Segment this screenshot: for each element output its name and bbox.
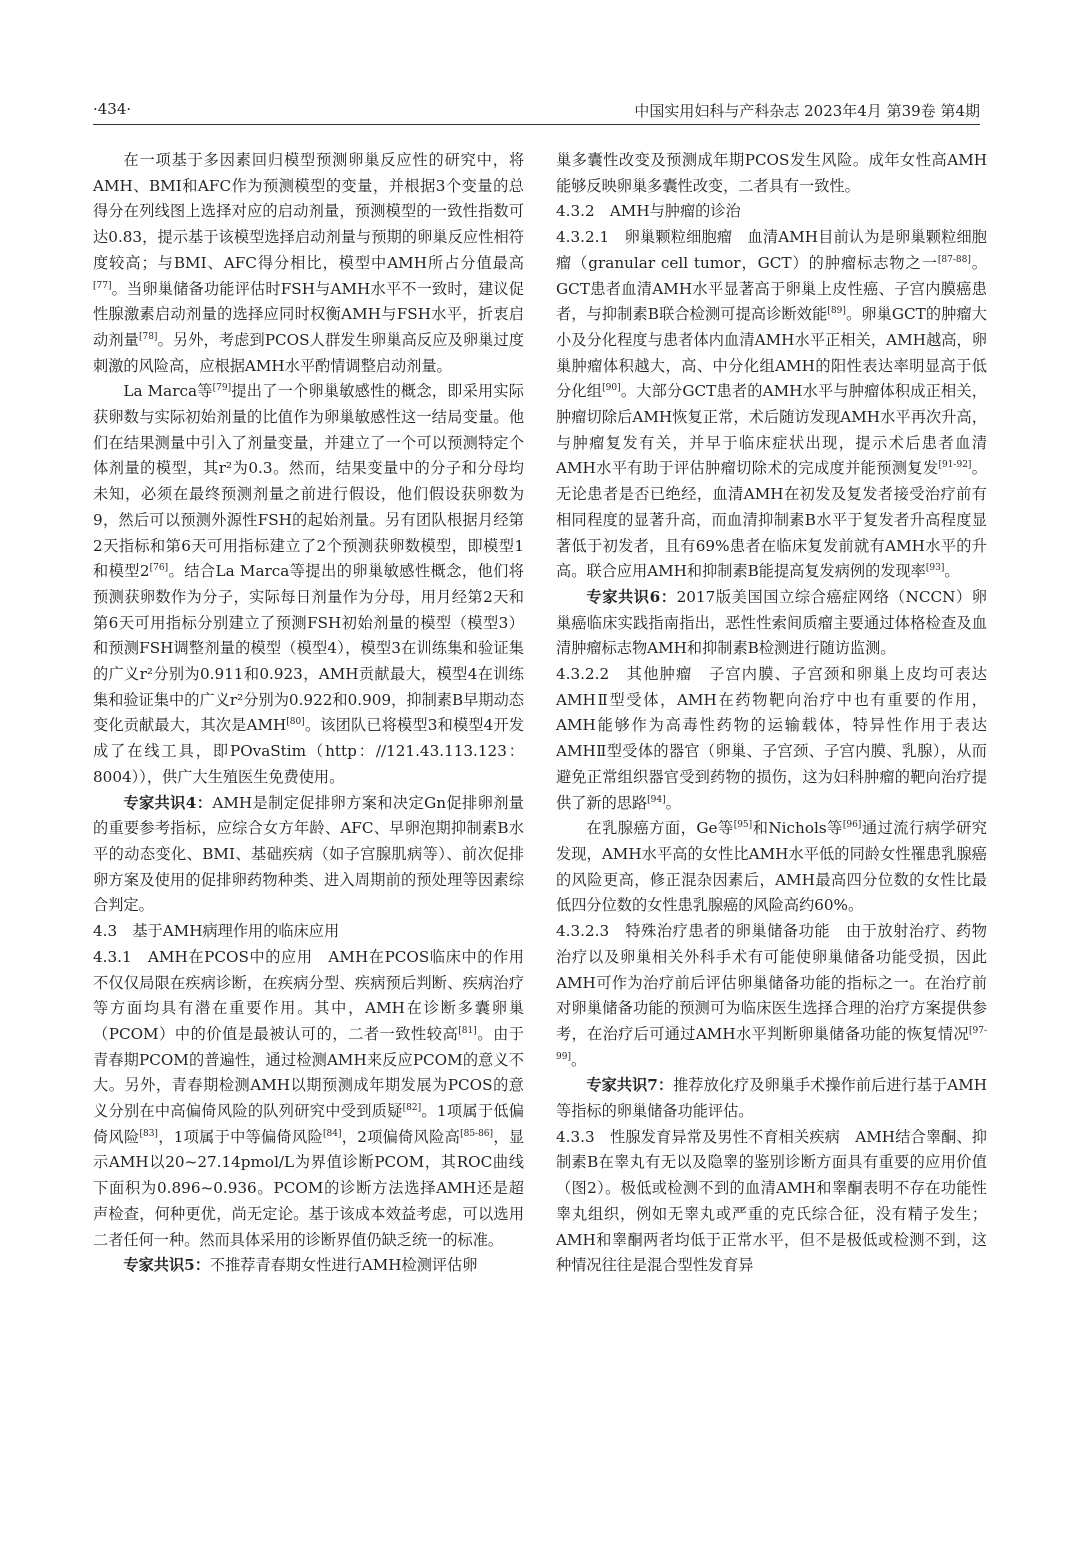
section-paragraph: 4.3.3 性腺发育异常及男性不育相关疾病 AMH结合睾酮、抑制素B在睾丸有无以及隐睾的鉴别诊断方面具有重要的应用价值（图2）。极低或检测不到的血清AMH和睾酮表明不存在功能性睾丸组织，例如无睾丸或严重的克氏综合征，没有精子发生；AMH和睾酮两者均低于正常水平，但不是极低或检测不到，这种情况往往是混合型性发育异 — [556, 1127, 987, 1275]
section-paragraph: 4.3.2.1 卵巢颗粒细胞瘤 血清AMH目前认为是卵巢颗粒细胞瘤（granular cell tumor，GCT）的肿瘤标志物之一[87-88]。GCT患者血清AMH水平显著高于卵巢上皮性癌、子宫内膜癌患者，与抑制素B联合检测可提高诊断效能[89]。卵巢GCT的肿瘤大小及分化程度与患者体内血清AMH水平正相关，AMH越高，卵巢肿瘤体积越大，高、中分化组AMH的阳性表达率明显高于低分化组[90]。大部分GCT患者的AMH水平与肿瘤体积成正相关，肿瘤切除后AMH恢复正常，术后随访发现AMH水平再次升高，与肿瘤复发有关，并早于临床症状出现，提示术后患者血清AMH水平有助于评估肿瘤切除术的完成度并能预测复发[91-92]。无论患者是否已绝经，血清AMH在初发及复发者接受治疗前有相同程度的显著升高，而血清抑制素B水平于复发者升高程度显著低于初发者，且有69%患者在临床复发前就有AMH水平的升高。联合应用AMH和抑制素B能提高复发病例的发现率[93]。 — [556, 228, 987, 581]
page-number: ·434· — [93, 100, 132, 118]
body-paragraph: 巢多囊性改变及预测成年期PCOS发生风险。成年女性高AMH能够反映卵巢多囊性改变，二者具有一致性。 — [556, 151, 987, 195]
consensus-text: 2017版美国国立综合癌症网络（NCCN）卵巢癌临床实践指南指出，恶性性索间质瘤主要通过体格检查及血清肿瘤标志物AMH和抑制素B检测进行随访监测。 — [556, 587, 987, 658]
consensus-text: 不推荐青春期女性进行AMH检测评估卵 — [209, 1256, 478, 1275]
consensus-label: 专家共识7： — [586, 1076, 674, 1095]
section-paragraph: 4.3.2.2 其他肿瘤 子宫内膜、子宫颈和卵巢上皮均可表达AMHⅡ型受体，AMH在药物靶向治疗中也有重要的作用，AMH能够作为高毒性药物的运输载体，特异性作用于表达AMHⅡ型受体的器官（卵巢、子宫颈、子宫内膜、乳腺），从而避免正常组织器官受到药物的损伤，这为妇科肿瘤的靶向治疗提供了新的思路[94]。 — [556, 665, 987, 812]
consensus-label: 专家共识5： — [123, 1256, 210, 1275]
left-column — [93, 148, 524, 1279]
consensus-text: 推荐放化疗及卵巢手术操作前后进行基于AMH等指标的卵巢储备功能评估。 — [556, 1076, 987, 1121]
consensus-label: 专家共识6： — [586, 587, 677, 606]
body-paragraph: 在一项基于多因素回归模型预测卵巢反应性的研究中，将AMH、BMI和AFC作为预测模型的变量，并根据3个变量的总得分在列线图上选择对应的启动剂量，预测模型的一致性指数可达0.83，提示基于该模型选择启动剂量与预期的卵巢反应性相符度较高；与BMI、AFC得分相比，模型中AMH所占分值最高[77]。当卵巢储备功能评估时FSH与AMH水平不一致时，建议促性腺激素启动剂量的选择应同时权衡AMH与FSH水平，折衷启动剂量[78]。另外，考虑到PCOS人群发生卵巢高反应及卵巢过度刺激的风险高，应根据AMH水平酌情调整启动剂量。 — [93, 151, 525, 375]
expert-consensus — [93, 791, 524, 920]
consensus-label: 专家共识4： — [123, 793, 213, 812]
expert-consensus — [556, 1073, 987, 1124]
section-paragraph: 4.3.1 AMH在PCOS中的应用 AMH在PCOS临床中的作用不仅仅局限在疾病诊断，在疾病分型、疾病预后判断、疾病治疗等方面均具有潜在重要作用。其中，AMH在诊断多囊卵巢（PCOM）中的价值是最被认可的，二者一致性较高[81]。由于青春期PCOM的普遍性，通过检测AMH来反应PCOM的意义不大。另外，青春期检测AMH以期预测成年期发展为PCOS的意义分别在中高偏倚风险的队列研究中受到质疑[82]。1项属于低偏倚风险[83]，1项属于中等偏倚风险[84]，2项偏倚风险高[85-86]，显示AMH以20~27.14pmol/L为界值诊断PCOM，其ROC曲线下面积为0.896~0.936。PCOM的诊断方法选择AMH还是超声检查，何种更优，尚无定论。基于该成本效益考虑，可以选用二者任何一种。然而具体采用的诊断界值仍缺乏统一的标准。 — [93, 947, 525, 1249]
consensus-text: AMH是制定促排卵方案和决定Gn促排卵剂量的重要参考指标，应综合女方年龄、AFC、早卵泡期抑制素B水平的动态变化、BMI、基础疾病（如子宫腺肌病等）、前次促排卵方案及使用的促排卵药物种类、进入周期前的预处理等因素综合判定。 — [93, 793, 524, 915]
body-paragraph: La Marca等[79]提出了一个卵巢敏感性的概念，即采用实际获卵数与实际初始剂量的比值作为卵巢敏感性这一结局变量。他们在结果测量中引入了剂量变量，并建立了一个可以预测特定个体剂量的模型，其r²为0.3。然而，结果变量中的分子和分母均未知，必须在最终预测剂量之前进行假设，他们假设获卵数为9，然后可以预测外源性FSH的起始剂量。另有团队根据月经第2天指标和第6天可用指标建立了2个预测获卵数模型，即模型1和模型2[76]。结合La Marca等提出的卵巢敏感性概念，他们将预测获卵数作为分子，实际每日剂量作为分母，用月经第2天和第6天可用指标分别建立了预测FSH初始剂量的模型（模型3）和预测FSH调整剂量的模型（模型4），模型3在训练集和验证集的广义r²分别为0.911和0.923，AMH贡献最大，模型4在训练集和验证集中的广义r²分别为0.922和0.909，抑制素B早期动态变化贡献最大，其次是AMH[80]。该团队已将模型3和模型4开发成了在线工具，即POvaStim（http：//121.43.113.123：8004）），供广大生殖医生免费使用。 — [93, 382, 525, 786]
body-paragraph: 在乳腺癌方面，Ge等[95]和Nichols等[96]通过流行病学研究发现，AMH水平高的女性比AMH水平低的同龄女性罹患乳腺癌的风险更高，修正混杂因素后，AMH最高四分位数的女性比最低四分位数的女性患乳腺癌的风险高约60%。 — [556, 819, 987, 915]
section-paragraph: 4.3.2 AMH与肿瘤的诊治 — [556, 202, 741, 221]
section-paragraph: 4.3.2.3 特殊治疗患者的卵巢储备功能 由于放射治疗、药物治疗以及卵巢相关外科手术有可能使卵巢储备功能受损，因此AMH可作为治疗前后评估卵巢储备功能的指标之一。在治疗前对卵巢储备功能的预测可为临床医生选择合理的治疗方案提供参考，在治疗后可通过AMH水平判断卵巢储备功能的恢复情况[97-99]。 — [556, 922, 987, 1069]
expert-consensus — [556, 585, 987, 662]
journal-info: 中国实用妇科与产科杂志 2023年4月 第39卷 第4期 — [634, 102, 980, 120]
right-column — [556, 148, 987, 1279]
running-header — [93, 98, 980, 125]
expert-consensus — [93, 1253, 524, 1279]
section-paragraph: 4.3 基于AMH病理作用的临床应用 — [93, 922, 340, 941]
